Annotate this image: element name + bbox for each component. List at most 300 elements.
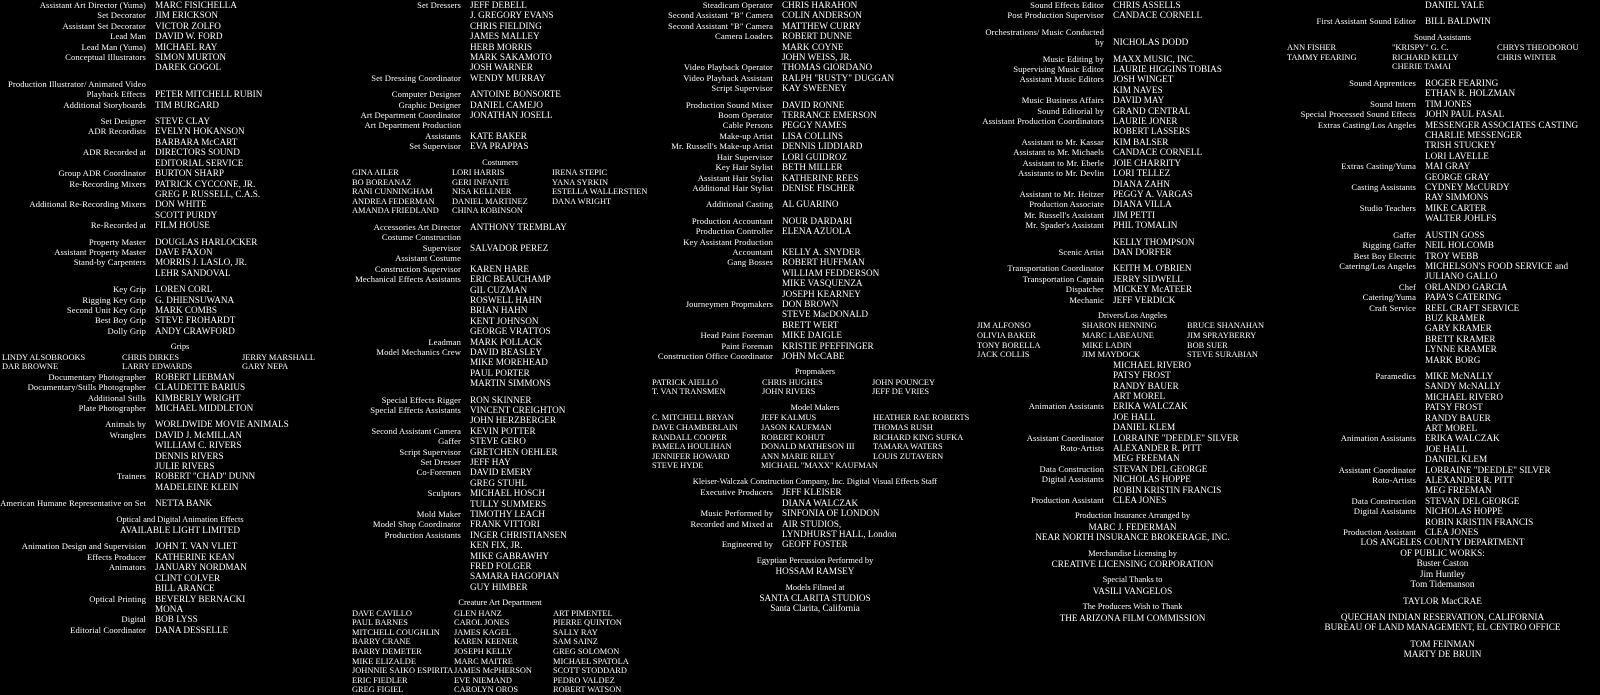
credit-names: [155, 372, 235, 382]
credit-role: Key Grip: [112, 284, 146, 295]
credit-role: Assistant to Mr. Heitzer: [1019, 188, 1104, 199]
credit-role: Animation Assistants: [1340, 433, 1416, 444]
credit-names: [782, 120, 847, 130]
credit-names: [470, 89, 561, 99]
credit-name: DIANA WALCZAK: [782, 497, 859, 508]
credit-names: [470, 337, 542, 347]
credit-role: Orchestrations/ Music Conducted by: [985, 26, 1104, 48]
credit-name: [470, 120, 527, 130]
credit-names: [1425, 506, 1533, 527]
credit-name: RICHARD KELLY: [1392, 52, 1459, 62]
credit-name: MIKE CARTER: [1425, 202, 1487, 213]
credit-names: [1113, 54, 1195, 64]
credit-name: KELLY THOMPSON: [1113, 236, 1195, 247]
credit-role: Construction Office Coordinator: [657, 351, 773, 361]
credit-name: [470, 232, 548, 242]
credit-name: DENNIS RIVERS: [155, 450, 224, 461]
credit-name: KIM NAVES: [1113, 84, 1163, 95]
credit-name: LORI HARRIS: [452, 168, 505, 178]
credit-row: [0, 79, 360, 100]
credit-row: [0, 10, 360, 20]
credit-row: [350, 89, 650, 99]
credit-name: JONATHAN JOSELL: [470, 110, 553, 121]
credit-name: DAVID W. FORD: [155, 31, 223, 42]
credit-names: [782, 257, 879, 299]
credit-row: [650, 73, 980, 83]
credit-names: [1425, 109, 1504, 119]
credit-role: Art Department Coordinator: [360, 110, 461, 121]
credit-row: [0, 614, 360, 624]
credit-row: [0, 257, 360, 278]
credit-role: Co-Foremen: [416, 467, 461, 478]
credit-name: MICHAEL RAY: [155, 41, 218, 52]
credit-name: PAMELA HOULIHAN: [652, 442, 732, 452]
credit-name: STEVE GERO: [470, 436, 526, 447]
credit-name: MIKE GABRAWHY: [470, 550, 550, 561]
credit-names: [1113, 137, 1168, 147]
credit-row: [1285, 527, 1600, 537]
credit-row: [350, 347, 650, 389]
credit-names: [1113, 401, 1188, 432]
credit-name: PATRICK AIELLO: [652, 377, 718, 387]
credit-role: Sound Apprentices: [1349, 78, 1416, 88]
credit-role: Production Sound Mixer: [685, 99, 773, 110]
credit-row: [350, 337, 650, 347]
credit-name: TROY WEBB: [1425, 250, 1479, 261]
credit-row: [350, 509, 650, 519]
credit-name: SANDY McNALLY: [1425, 381, 1502, 392]
credit-names: [1113, 274, 1183, 284]
credit-name: KAREN KEENER: [454, 637, 518, 647]
credit-names: [1425, 303, 1519, 365]
credit-role: Special Processed Sound Effects: [1300, 109, 1416, 120]
credit-name: ERIKA WALCZAK: [1425, 433, 1500, 444]
credit-name: KATE BAKER: [470, 130, 527, 141]
credit-role: Digital Assistants: [1041, 474, 1104, 485]
credit-name: MADELEINE KLEIN: [155, 481, 239, 492]
credit-name: RANDY BAUER: [1113, 380, 1179, 391]
credit-role: Plate Photographer: [78, 403, 146, 413]
credit-row: [650, 519, 980, 540]
credit-name: STEVE FROHARDT: [155, 315, 236, 326]
credit-names: [1113, 10, 1202, 20]
credit-name: LORRAINE "DEEDLE" SILVER: [1113, 432, 1239, 443]
credit-name: CANDACE CORNELL: [1113, 147, 1203, 158]
credit-name: VASILI VANGELOS: [1092, 585, 1173, 596]
credit-row: [975, 237, 1290, 247]
credit-names: [1113, 210, 1155, 220]
credit-name: JULIE RIVERS: [155, 461, 215, 472]
name-grid-column: [1080, 321, 1185, 359]
credit-role: Camera Loaders: [715, 31, 773, 42]
credit-name: JASON KAUFMAN: [761, 423, 832, 432]
credit-name: ANTOINE BONSORTE: [470, 89, 561, 100]
credit-row: [975, 433, 1290, 443]
credit-row: [0, 372, 360, 382]
credit-name: JOE HALL: [1425, 443, 1468, 454]
credit-name: MIKE ELIZALDE: [352, 656, 416, 666]
credit-row: [350, 110, 650, 120]
credit-role: Assistant Coordinator: [1338, 464, 1416, 475]
credit-role: Chef: [1398, 281, 1416, 292]
credit-names: [782, 487, 858, 508]
credit-name: CHRIS WINTER: [1497, 52, 1557, 62]
credit-role: Lead Man (Yuma): [81, 41, 146, 52]
credit-name: ART MOREL: [1425, 423, 1478, 433]
credit-name: DANIEL KLEM: [1425, 454, 1488, 465]
credit-row: [1285, 182, 1600, 203]
credit-row: [0, 315, 360, 325]
credit-name: JOSH WARNER: [470, 62, 533, 73]
section-header: Grips: [170, 342, 190, 352]
credit-role: Dolly Grip: [107, 325, 146, 336]
credit-name: SAMARA HAGOPIAN: [470, 571, 560, 582]
credit-row: [350, 100, 650, 110]
credit-name: STEVAN DEL GEORGE: [1113, 463, 1208, 474]
credit-name: LYNNE KRAMER: [1425, 344, 1497, 355]
credit-name: DENNIS LIDDIARD: [782, 141, 863, 152]
credit-name: DOUGLAS HARLOCKER: [155, 236, 258, 247]
credit-names: [782, 183, 855, 193]
credit-row: [1285, 303, 1600, 365]
credit-role: Animals by: [105, 419, 146, 430]
credit-row: [1285, 282, 1600, 292]
credit-names: [1113, 0, 1181, 10]
credit-row: [350, 395, 650, 405]
credit-name: TULLY SUMMERS: [470, 498, 547, 509]
name-grid-column: [1390, 43, 1495, 72]
credit-row: [0, 541, 360, 551]
credit-name: JEFF DE VRIES: [872, 387, 930, 397]
credit-name: TRISH STUCKEY: [1425, 140, 1497, 151]
credit-name: KAREN HARE: [470, 263, 529, 274]
name-grid-column: [550, 168, 650, 216]
credit-row: [0, 393, 360, 403]
credit-name: [155, 79, 262, 89]
credit-role: Extras Casting/Los Angeles: [1317, 119, 1416, 130]
credit-names: [155, 179, 260, 200]
credit-names: [155, 393, 241, 403]
credit-row: [650, 0, 980, 10]
credit-name: SCOTT PURDY: [155, 209, 218, 220]
credit-name: JEFF HAY: [470, 457, 511, 467]
credit-name: AL GUARINO: [782, 199, 839, 210]
credit-row: [0, 382, 360, 392]
section-header: Egyptian Percussion Performed by: [756, 555, 874, 565]
credit-names: [155, 419, 289, 429]
credit-name: STEVAN DEL GEORGE: [1425, 495, 1520, 506]
credit-name: AVAILABLE LIGHT LIMITED: [120, 525, 240, 536]
credit-name: GERI INFANTE: [452, 177, 509, 187]
credit-name: PAUL PORTER: [470, 367, 530, 378]
credit-name: DAR BROWNE: [2, 362, 59, 372]
credit-name: BRIAN HAHN: [470, 305, 528, 316]
credit-names: [470, 488, 546, 509]
credit-row: [350, 0, 650, 73]
credit-name: OLIVIA BAKER: [977, 330, 1036, 340]
section-header: Model Makers: [790, 403, 840, 412]
credit-names: [470, 426, 536, 436]
credit-name: ROBERT KOHUT: [761, 432, 825, 442]
credit-row: [0, 126, 360, 147]
credit-name: AIR STUDIOS,: [782, 518, 842, 529]
credit-names: [1425, 182, 1510, 203]
credit-names: [1113, 360, 1191, 402]
credit-name: DAREK GOGOL: [155, 62, 222, 73]
credit-names: [1113, 189, 1193, 199]
credit-names: [1113, 237, 1195, 247]
credit-name: CYDNEY McCURDY: [1425, 182, 1510, 193]
credit-row: [650, 257, 980, 299]
credit-names: [1425, 261, 1568, 282]
credit-row: [350, 467, 650, 488]
credit-row: [975, 199, 1290, 209]
credit-name: PIERRE QUINTON: [553, 618, 622, 628]
credit-names: [1425, 475, 1514, 496]
credit-name: Santa Clarita, California: [770, 603, 860, 614]
credit-names: [155, 498, 212, 508]
credit-name: DIRECTORS SOUND: [155, 147, 240, 158]
credit-names: [1425, 0, 1484, 10]
credit-name: MATTHEW CURRY: [782, 20, 862, 31]
credit-row: [0, 179, 360, 200]
credit-name: ROBIN KRISTIN FRANCIS: [1425, 516, 1534, 527]
credit-role: Sculptors: [427, 488, 461, 499]
credit-name: DANIEL MARTINEZ: [452, 196, 528, 206]
section-header: Creature Art Department: [458, 598, 542, 608]
credit-name: TIM JONES: [1425, 98, 1472, 109]
credit-role: Assistant Set Decorator: [62, 20, 146, 31]
credit-name: PATSY FROST: [1425, 402, 1483, 413]
credit-role: Set Designer: [100, 116, 146, 127]
credit-name: THOMAS RUSH: [873, 423, 933, 432]
credit-name: PEGGY NAMES: [782, 120, 847, 131]
credit-name: TIMOTHY LEACH: [470, 509, 545, 520]
credit-role: Additional Hair Stylist: [692, 182, 773, 193]
credit-name: PHIL TOMALIN: [1113, 220, 1178, 231]
credit-name: CHRIS HARAHON: [782, 0, 858, 10]
credit-name: COLIN ANDERSON: [782, 10, 862, 21]
credit-row: [975, 27, 1290, 48]
credit-name: C. MITCHELL BRYAN: [652, 413, 734, 423]
credit-row: [0, 305, 360, 315]
credit-row: [0, 31, 360, 41]
credit-name: JOIE CHARRITY: [1113, 157, 1182, 168]
credit-role: Assistant to Mr. Michaels: [1013, 147, 1104, 158]
credit-name: BARRY DEMETER: [352, 647, 422, 657]
credit-role: Production Assistants: [384, 529, 461, 540]
credit-name: JOSEPH KEARNEY: [782, 288, 861, 299]
credit-role: Production Associate: [1029, 199, 1104, 210]
credit-row: [1285, 433, 1600, 464]
credit-name: BARRY CRANE: [352, 637, 411, 647]
credit-name: MICHAEL MIDDLETON: [155, 403, 254, 413]
credit-name: WORLDWIDE MOVIE ANIMALS: [155, 419, 289, 430]
credit-name: WALTER JOHLFS: [1425, 213, 1497, 224]
credit-name: T. VAN TRANSMEN: [652, 387, 726, 397]
credit-names: [470, 222, 567, 232]
credit-row: [975, 274, 1290, 284]
credit-name: SAM SAINZ: [553, 637, 598, 647]
credit-row: [0, 430, 360, 472]
credit-name: BUZ KRAMER: [1425, 312, 1485, 323]
credit-names: [1425, 230, 1484, 240]
credit-name: MARK POLLACK: [470, 336, 543, 347]
credit-row: [0, 562, 360, 593]
credit-names: [1113, 116, 1190, 137]
credit-role: Mold Maker: [416, 509, 461, 520]
credit-row: [650, 487, 980, 508]
credit-names: [1113, 199, 1172, 209]
credit-names: [782, 131, 843, 141]
credit-names: [1113, 168, 1170, 189]
credit-names: [155, 315, 235, 325]
name-grid-column: [870, 378, 980, 397]
credit-role: Wranglers: [109, 429, 146, 440]
credit-names: [470, 73, 546, 83]
credit-name: STEVE SURABIAN: [1187, 350, 1258, 360]
credit-name: MIKE LADIN: [1082, 340, 1132, 350]
credit-name: ANDREA FEDERMAN: [352, 196, 435, 206]
credit-name: MARK SAKAMOTO: [470, 52, 552, 63]
credit-name: MICHAEL HOSCH: [470, 488, 545, 499]
credit-names: [782, 10, 862, 20]
credit-role: Data Construction: [1039, 463, 1104, 474]
credit-row: [650, 120, 980, 130]
name-grid-column: [650, 413, 759, 471]
credit-row: [0, 295, 360, 305]
credit-name: SIMON MURTON: [155, 52, 227, 63]
credit-names: [155, 220, 210, 230]
credit-name: BEVERLY BERNACKI: [155, 593, 246, 604]
credit-name: EVA PRAPPAS: [470, 141, 529, 152]
credit-role: Computer Designer: [391, 89, 461, 100]
credit-name: VINCENT CREIGHTON: [470, 404, 566, 415]
credit-role: Lead Man: [110, 31, 146, 42]
credit-row: [0, 199, 360, 220]
credit-names: [155, 126, 245, 147]
credit-names: [1425, 465, 1551, 475]
credit-row: [650, 341, 980, 351]
credit-name: JULIANO GALLO: [1425, 271, 1498, 282]
name-grid-column: [871, 413, 980, 471]
credit-name: FRANK VITTORI: [470, 519, 540, 530]
credit-row: [1285, 251, 1600, 261]
credit-names: [782, 299, 868, 330]
credit-row: [1285, 78, 1600, 99]
name-grid-column: [452, 609, 551, 695]
credit-name: GRETCHEN OEHLER: [470, 446, 558, 457]
credit-row: [0, 419, 360, 429]
credit-role: Assistant to Mr. Kassar: [1021, 136, 1104, 147]
credit-role: Supervising Music Editor: [1013, 64, 1104, 75]
credit-names: [1113, 433, 1239, 443]
credit-row: [1285, 465, 1600, 475]
credit-name: KAY SWEENEY: [782, 83, 847, 94]
credit-role: Gang Bosses: [727, 257, 773, 268]
section-header: Kleiser-Walczak Construction Company, Inc. Digital Visual Effects Staff: [692, 476, 938, 486]
credit-row: [975, 263, 1290, 273]
credit-names: [1425, 120, 1578, 162]
credit-role: Music Business Affairs: [1021, 95, 1104, 106]
credit-name: BUREAU OF LAND MANAGEMENT, EL CENTRO OFFICE: [1324, 622, 1561, 633]
credit-role: Craft Service: [1369, 302, 1416, 313]
credit-role: Assistants to Mr. Devlin: [1018, 168, 1104, 179]
credit-name: MEG FREEMAN: [1113, 453, 1180, 464]
credit-name: GARY KRAMER: [1425, 323, 1492, 334]
name-grid-column: [1185, 321, 1290, 359]
credit-name: KEITH M. O'BRIEN: [1113, 263, 1192, 274]
credit-name: JAMES KAGEL: [454, 627, 511, 637]
credit-name: ANDY CRAWFORD: [155, 325, 235, 336]
credit-row: [0, 247, 360, 257]
credit-name: DAVID J. McMILLAN: [155, 429, 242, 440]
credit-role: Mr. Spader's Assistant: [1025, 220, 1104, 231]
credit-name: ALEXANDER R. PITT: [1425, 475, 1514, 486]
credit-names: [782, 110, 877, 120]
credit-names: [1113, 106, 1190, 116]
credit-name: JIM SPRAYBERRY: [1187, 330, 1257, 340]
credit-role: Set Dressing Coordinator: [371, 72, 461, 83]
credit-row: [350, 488, 650, 509]
credit-row: [975, 443, 1290, 464]
credit-names: [782, 100, 844, 110]
credit-name: DANA DESSELLE: [155, 624, 229, 635]
credit-names: [782, 62, 872, 72]
credit-names: [1113, 220, 1177, 230]
credit-role: Model Shop Coordinator: [372, 519, 461, 530]
credit-name: MARTIN SIMMONS: [470, 378, 551, 389]
credit-role: Special Effects Rigger: [381, 394, 461, 405]
credit-name: MICHAEL RIVERO: [1425, 391, 1504, 402]
credit-name: MARC LABEAUNE: [1082, 330, 1154, 340]
credit-name: WILLIAM FEDDERSON: [782, 267, 880, 278]
credit-row: [350, 232, 650, 253]
credit-row: [1285, 261, 1600, 282]
credit-names: [1425, 203, 1496, 224]
credit-name: LARRY EDWARDS: [122, 362, 193, 372]
credit-name: DIANA VILLA: [1113, 199, 1172, 210]
credit-names: [1425, 161, 1490, 182]
credit-name: STEVE MacDONALD: [782, 309, 868, 320]
credit-name: LISA COLLINS: [782, 130, 843, 141]
credit-name: DANIEL CAMEJO: [470, 99, 543, 110]
credit-role: Set Dresser: [420, 457, 461, 467]
credit-name: ROGER FEARING: [1425, 78, 1499, 88]
name-grid: [0, 353, 360, 372]
credit-role: Script Supervisor: [399, 446, 461, 457]
credit-row: [1285, 292, 1600, 302]
credit-name: ALEXANDER R. PITT: [1113, 443, 1202, 453]
credit-name: Jim Huntley: [1419, 568, 1466, 579]
credit-name: LORI TELLEZ: [1113, 168, 1171, 179]
credit-role: Best Boy Electric: [1353, 250, 1416, 261]
credit-names: [155, 541, 237, 551]
credit-row: [650, 100, 980, 110]
credit-names: [1113, 147, 1202, 157]
credit-role: Editorial Coordinator: [70, 624, 146, 635]
name-grid-column: [120, 353, 240, 372]
credit-name: BILL BALDWIN: [1425, 16, 1491, 27]
credit-name: GREG STUHL: [470, 477, 527, 488]
credit-row: [650, 62, 980, 72]
credit-names: [470, 530, 567, 592]
credit-name: RALPH "RUSTY" DUGGAN: [782, 72, 895, 83]
credit-names: [782, 162, 842, 172]
credit-name: BILL ARANCE: [155, 583, 215, 594]
credit-name: HERB MORRIS: [470, 41, 533, 52]
credit-row: [350, 222, 650, 232]
